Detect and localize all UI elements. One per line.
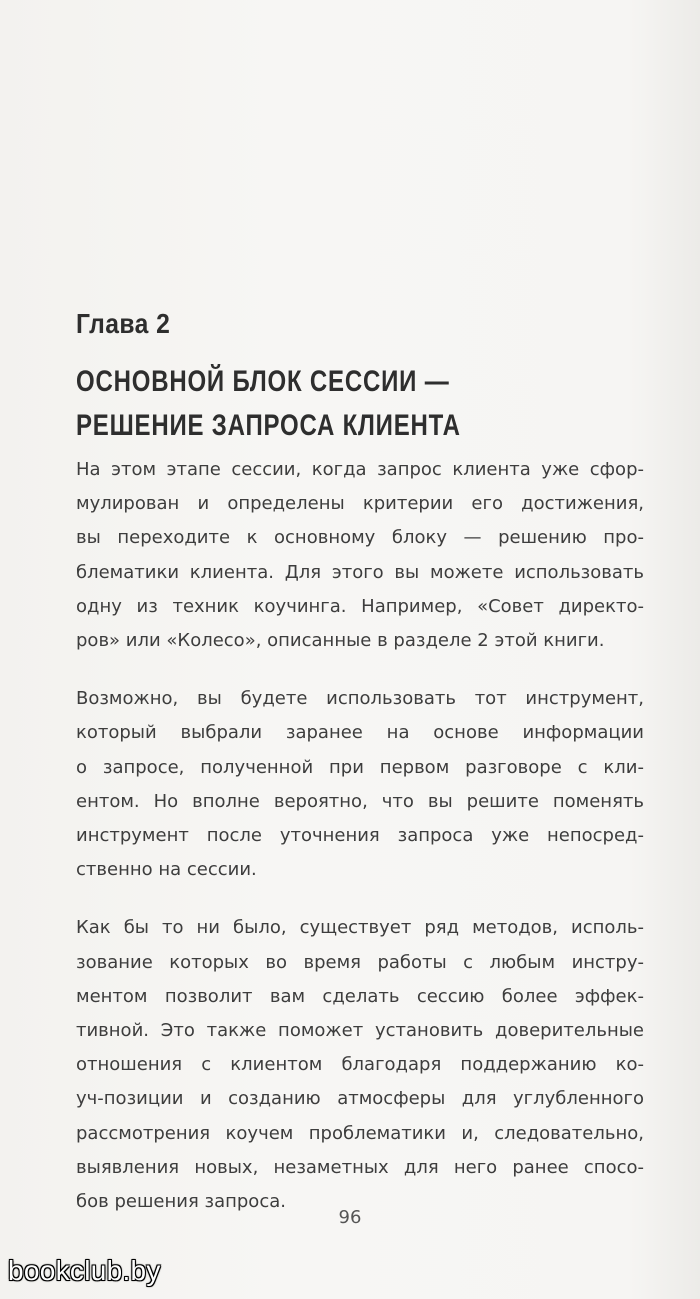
chapter-title-line: РЕШЕНИЕ ЗАПРОСА КЛИЕНТА xyxy=(76,409,461,442)
text-line: одну из техник коучинга. Например, «Совет директо- xyxy=(76,595,644,617)
text-line: рассмотрения коучем проблематики и, следовательно, xyxy=(76,1122,644,1144)
text-line: тивной. Это также поможет установить доверительные xyxy=(76,1020,644,1042)
chapter-title xyxy=(76,360,524,448)
text-line: уч-позиции и созданию атмосферы для углубленного xyxy=(76,1088,644,1110)
text-line: На этом этапе сессии, когда запрос клиента уже сфор- xyxy=(76,459,644,480)
text-line: о запросе, полученной при первом разговоре с кли- xyxy=(76,756,644,778)
page-number: 96 xyxy=(338,1207,362,1228)
text-line: выявления новых, незаметных для него ранее спосо- xyxy=(76,1156,644,1178)
text-line: ственно на сессии. xyxy=(76,859,257,881)
paragraph xyxy=(76,911,644,1219)
chapter-label: Глава 2 xyxy=(76,308,171,339)
paragraph xyxy=(76,453,644,658)
paragraph xyxy=(76,682,644,887)
text-line: вы переходите к основному блоку — решению про- xyxy=(76,527,644,549)
text-line: отношения с клиентом благодаря поддержанию ко- xyxy=(76,1054,644,1076)
text-line: инструмент после уточнения запроса уже непосред- xyxy=(76,825,644,847)
chapter-title-line: ОСНОВНОЙ БЛОК СЕССИИ — xyxy=(76,365,450,398)
text-line: зование которых во время работы с любым инстру- xyxy=(76,951,644,973)
watermark-logo: bookclub.by xyxy=(8,1255,161,1286)
text-line: блематики клиента. Для этого вы можете использовать xyxy=(76,561,644,583)
text-line: Возможно, вы будете использовать тот инструмент, xyxy=(76,688,644,710)
chapter-body xyxy=(76,453,644,1243)
text-line: ентом. Но вполне вероятно, что вы решите поменять xyxy=(76,790,644,812)
text-line: Как бы то ни было, существует ряд методов, исполь- xyxy=(76,917,644,939)
text-line: мулирован и определены критерии его достижения, xyxy=(76,493,644,515)
text-line: ров» или «Колесо», описанные в разделе 2 этой книги. xyxy=(76,630,605,652)
text-line: бов решения запроса. xyxy=(76,1191,286,1213)
text-line: который выбрали заранее на основе информации xyxy=(76,722,644,744)
text-line: ментом позволит вам сделать сессию более эффек- xyxy=(76,985,644,1007)
